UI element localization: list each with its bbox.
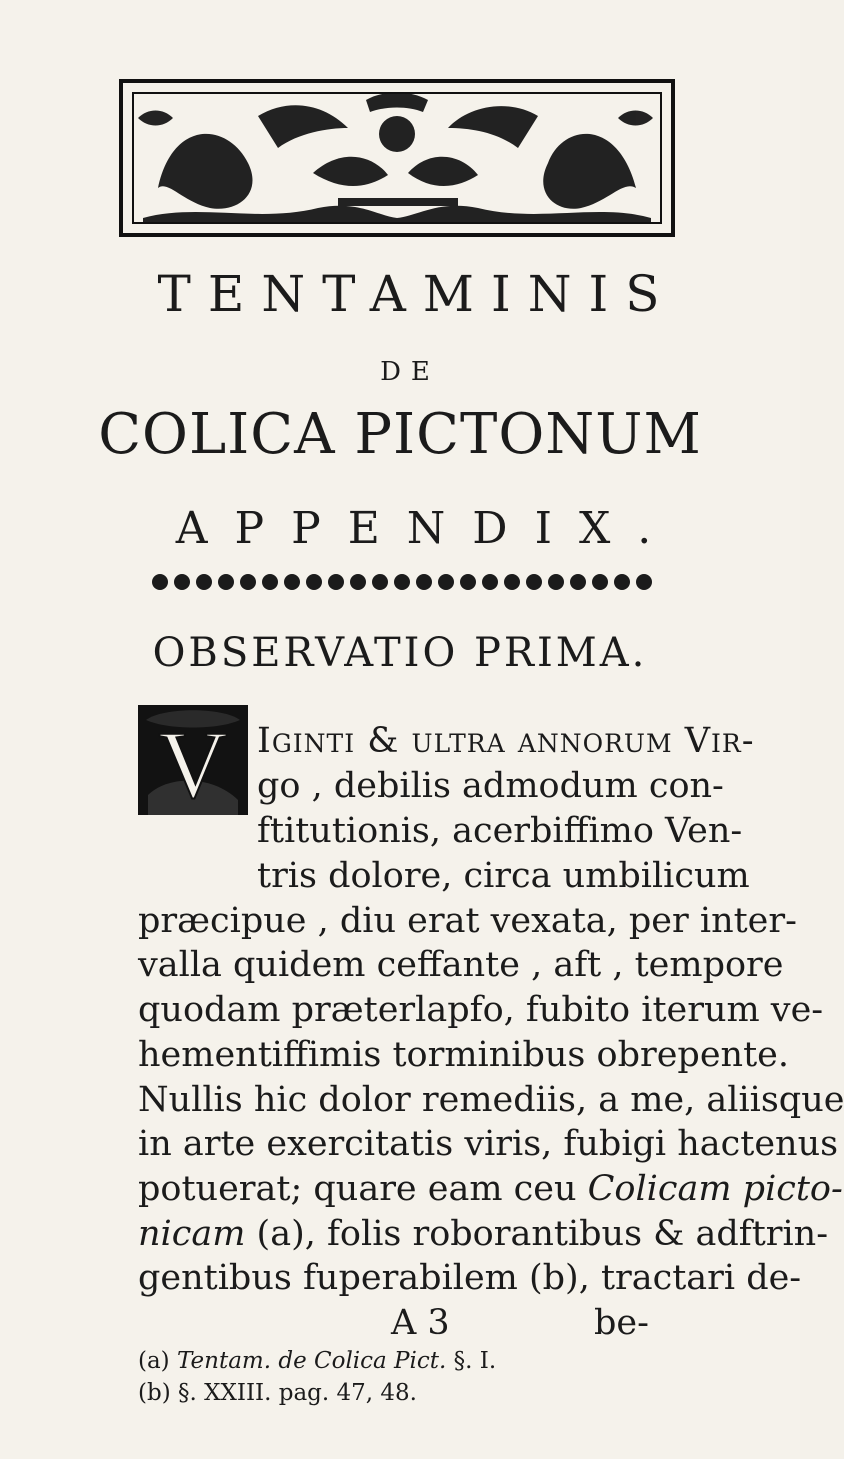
body-line-10: in arte exercitatis viris, fubigi hactenus (138, 1124, 839, 1164)
body-line-12 (138, 1214, 829, 1254)
body-line-11-text: potuerat; quare eam ceu (138, 1169, 588, 1209)
footnote-a (138, 1350, 496, 1373)
title-line-1: TENTAMINIS (157, 265, 677, 323)
body-line-5: præcipue , diu erat vexata, per inter- (138, 901, 797, 941)
signature-mark: A 3 (391, 1303, 450, 1343)
body-line-12-text: (a), folis roborantibus & adftrin- (256, 1214, 829, 1254)
drop-cap-letter: V (158, 711, 228, 818)
title-line-3: COLICA PICTONUM (98, 402, 702, 467)
title-line-2: DE (380, 357, 440, 387)
body-line-4: tris dolore, circa umbilicum (257, 856, 750, 896)
body-line-7: quodam præterlapfo, fubito iterum ve- (138, 990, 824, 1030)
decorative-headpiece (118, 78, 676, 238)
decorative-initial (138, 705, 248, 818)
body-line-12-italic: nicam (138, 1214, 246, 1254)
body-line-11-italic: Colicam picto- (587, 1169, 843, 1209)
footnote-a-label: (a) (138, 1348, 170, 1374)
catchword: be- (594, 1303, 649, 1343)
body-line-9: Nullis hic dolor remediis, a me, aliisque (138, 1080, 844, 1120)
footnote-b-label: (b) (138, 1380, 171, 1406)
body-line-8: hementiffimis torminibus obrepente. (138, 1035, 789, 1075)
footnote-b-text: §. XXIII. pag. 47, 48. (177, 1380, 417, 1406)
footnote-a-text: Tentam. de Colica Pict. (176, 1348, 447, 1374)
body-line-6: valla quidem ceffante , aft , tempore (138, 945, 784, 985)
body-line-1: Iginti & ultra annorum Vir- (257, 721, 755, 761)
body-line-3: ftitutionis, acerbiffimo Ven- (257, 811, 743, 851)
section-heading: OBSERVATIO PRIMA. (152, 630, 648, 676)
footnote-a-ref: §. I. (453, 1348, 497, 1374)
body-line-13: gentibus fuperabilem (b), tractari de- (138, 1258, 802, 1298)
footnote-b (138, 1382, 417, 1405)
ornament-divider (150, 567, 650, 597)
body-line-11 (138, 1169, 843, 1209)
title-line-4: APPENDIX. (175, 503, 679, 554)
body-line-2: go , debilis admodum con- (257, 766, 724, 806)
